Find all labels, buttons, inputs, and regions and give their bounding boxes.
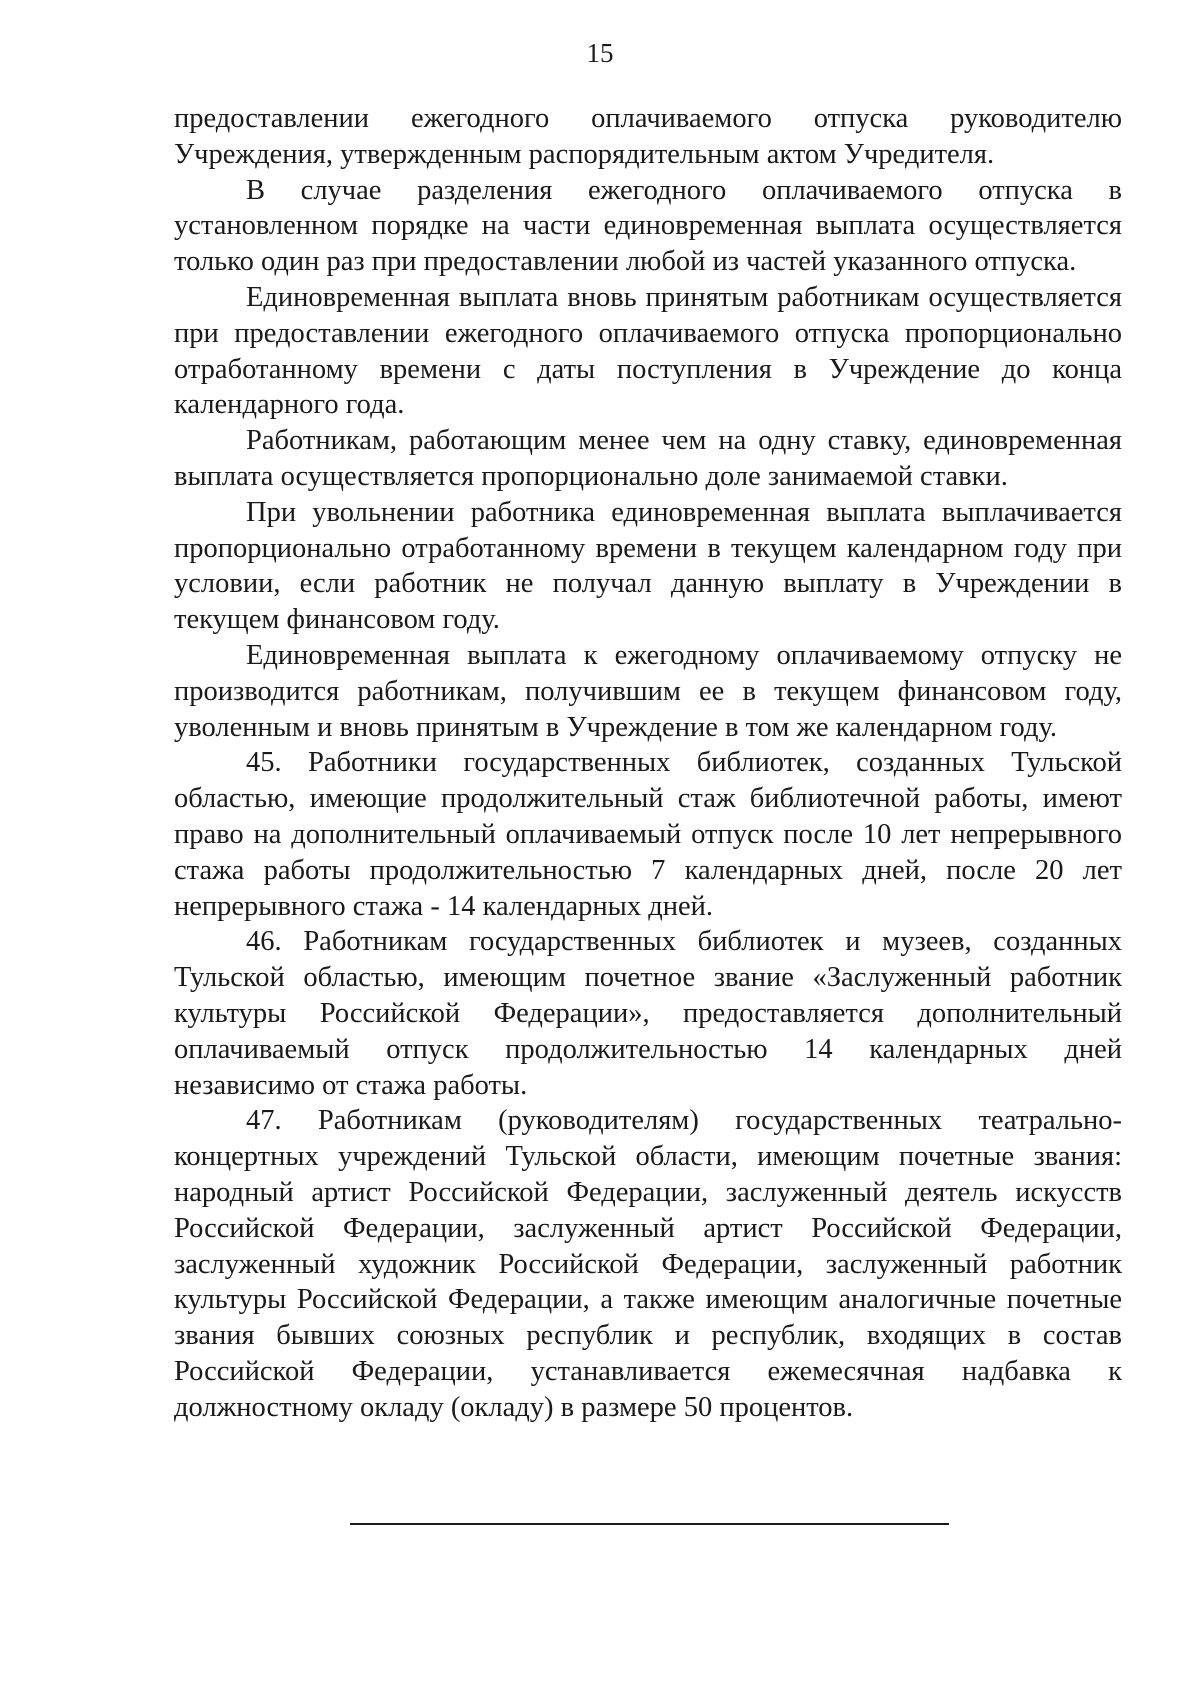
- paragraph-no-payment: Единовременная выплата к ежегодному оплачиваемому отпуску не производится работникам, получившим ее в текущем финансовом году, уволенным и вновь принятым в Учреждение в том же календарном году.: [174, 639, 1122, 743]
- document-body: [174, 101, 1122, 1425]
- paragraph-continuation: предоставлении ежегодного оплачиваемого отпуска руководителю Учреждения, утвержденным распорядительным актом Учредителя.: [174, 103, 1122, 170]
- paragraph-vacation-split: В случае разделения ежегодного оплачиваемого отпуска в установленном порядке на части единовременная выплата осуществляется только один раз при предоставлении любой из частей указанного отпуска.: [174, 174, 1122, 278]
- paragraph-part-time: Работникам, работающим менее чем на одну ставку, единовременная выплата осуществляется пропорционально доле занимаемой ставки.: [174, 425, 1122, 492]
- page-number: 15: [586, 38, 614, 68]
- paragraph-new-employees: Единовременная выплата вновь принятым работникам осуществляется при предоставлении ежегодного оплачиваемого отпуска пропорционально отработанному времени с даты поступления в Учреждение до конца календарного года.: [174, 281, 1122, 421]
- clause-45: 45. Работники государственных библиотек, созданных Тульской областью, имеющие продолжительный стаж библиотечной работы, имеют право на дополнительный оплачиваемый отпуск после 10 лет непрерывного стажа работы продолжительностью 7 календарных дней, после 20 лет непрерывного стажа - 14 календарных дней.: [174, 747, 1122, 922]
- clause-47: 47. Работникам (руководителям) государственных театрально-концертных учреждений Тульской области, имеющим почетные звания: народный артист Российской Федерации, заслуженный деятель искусств Российской Федерации, заслуженный артист Российской Федерации, заслуженный художник Российской Федерации, заслуженный работник культуры Российской Федерации, а также имеющим аналогичные почетные звания бывших союзных республик и республик, входящих в состав Российской Федерации, устанавливается ежемесячная надбавка к должностному окладу (окладу) в размере 50 процентов.: [174, 1105, 1122, 1423]
- paragraph-dismissal: При увольнении работника единовременная выплата выплачивается пропорционально отработанному времени в текущем календарном году при условии, если работник не получал данную выплату в Учреждении в текущем финансовом году.: [174, 496, 1122, 636]
- clause-46: 46. Работникам государственных библиотек и музеев, созданных Тульской областью, имеющим почетное звание «Заслуженный работник культуры Российской Федерации», предоставляется дополнительный оплачиваемый отпуск продолжительностью 14 календарных дней независимо от стажа работы.: [174, 926, 1122, 1101]
- closing-divider: [350, 1523, 949, 1525]
